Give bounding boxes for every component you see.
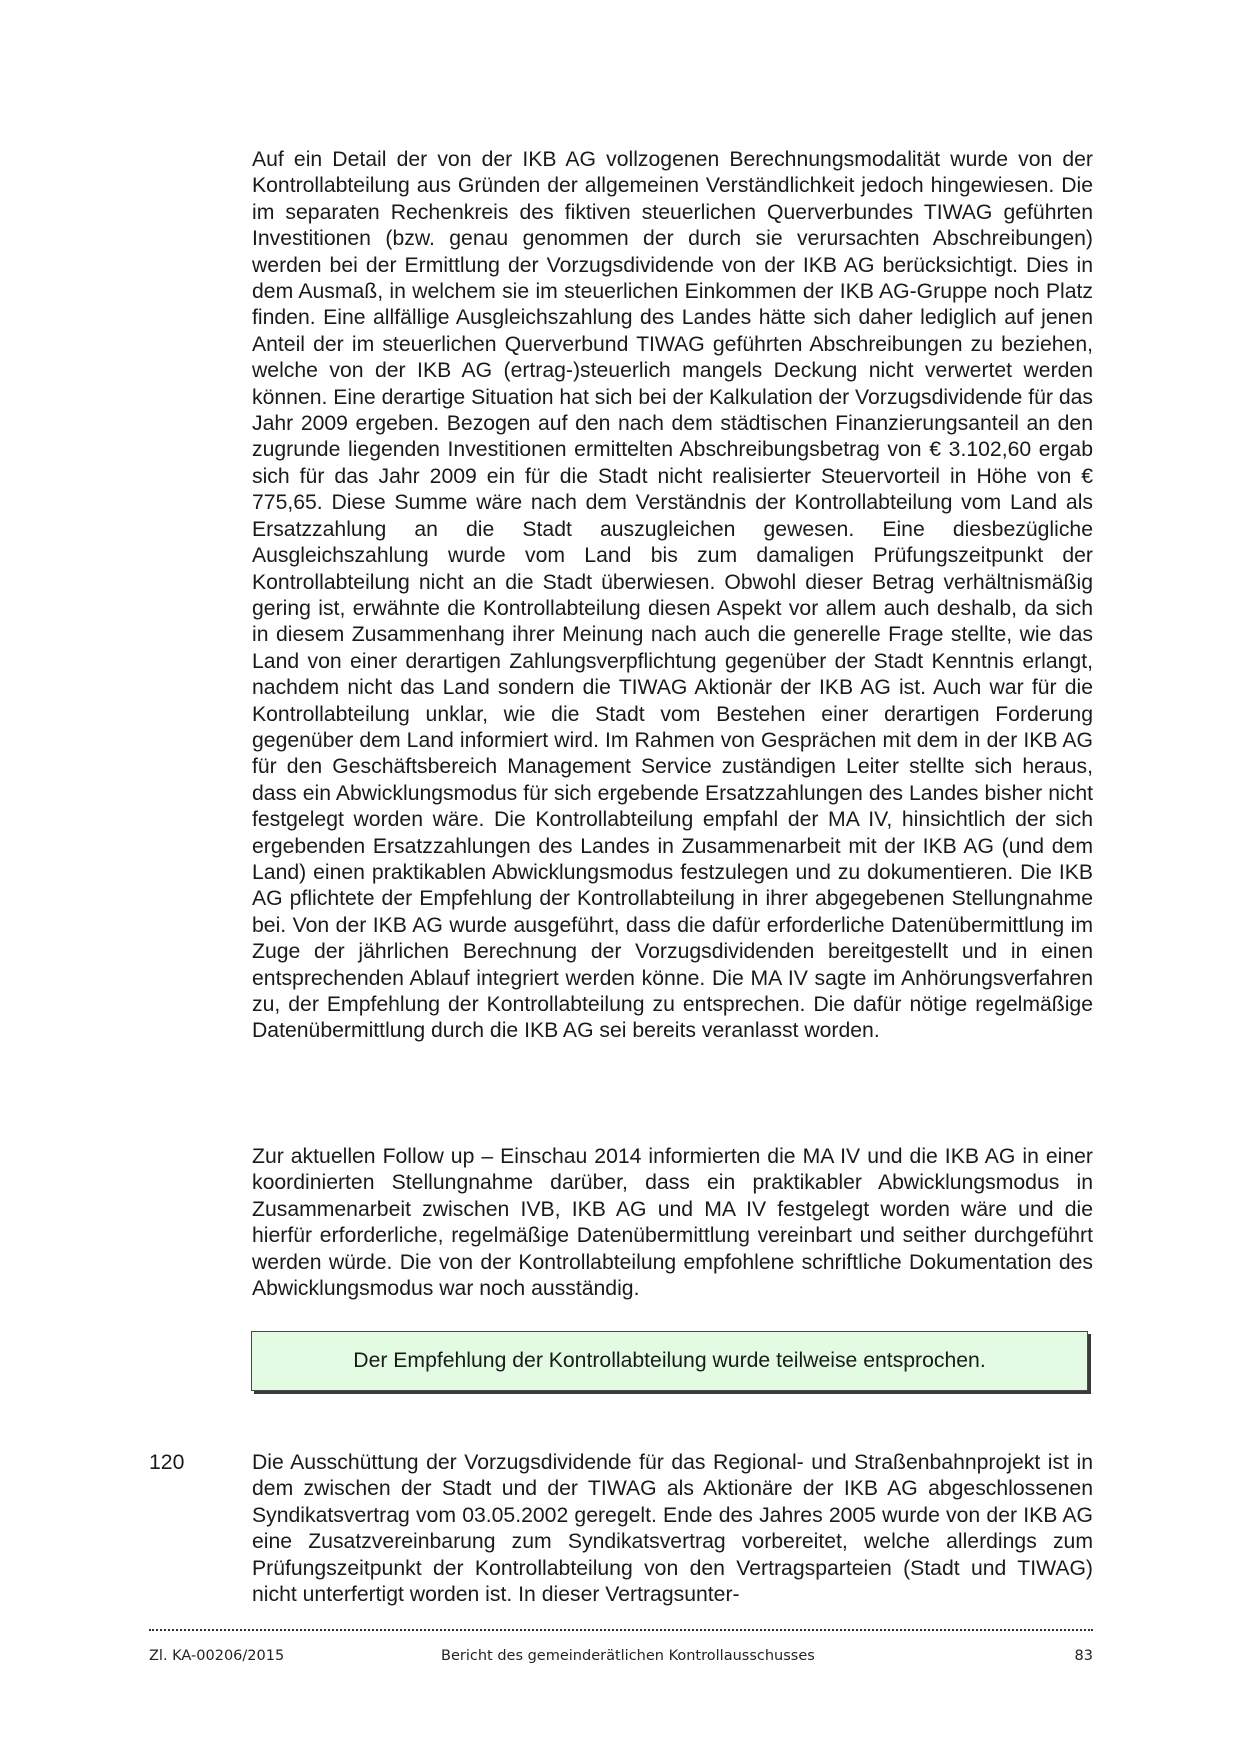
footer-page-number: 83 [1074,1648,1093,1664]
item-number: 120 [149,1451,185,1474]
item-paragraph: Die Ausschüttung der Vorzugsdividende für das Regional- und Straßenbahnprojekt ist in dem zwischen der Stadt und der TIWAG als Aktionäre der IKB AG abgeschlossenen Syndikatsvertrag vom 03.05.2002 geregelt. Ende des Jahres 2005 wurde von der IKB AG eine Zusatzvereinbarung zum Syndikatsvertrag vorbereitet, welche allerdings zum Prüfungszeitpunkt der Kontrollabteilung von den Vertragsparteien (Stadt und TIWAG) nicht unterfertigt worden ist. In dieser Vertragsunter- [252,1451,1093,1607]
footer-title: Bericht des gemeinderätlichen Kontrollausschusses [441,1648,815,1664]
footer-divider [149,1629,1093,1631]
recommendation-result-text: Der Empfehlung der Kontrollabteilung wurde teilweise entsprochen. [353,1349,986,1372]
body-paragraph-1: Auf ein Detail der von der IKB AG vollzogenen Berechnungsmodalität wurde von der Kontrollabteilung aus Gründen der allgemeinen Verständlichkeit jedoch hingewiesen. Die im separaten Rechenkreis des fiktiven steuerlichen Querverbundes TIWAG geführten Investitionen (bzw. genau genommen der durch sie verursachten Abschreibungen) werden bei der Ermittlung der Vorzugsdividende von der IKB AG berücksichtigt. Dies in dem Ausmaß, in welchem sie im steuerlichen Einkommen der IKB AG-Gruppe noch Platz finden. Eine allfällige Ausgleichszahlung des Landes hätte sich daher lediglich auf jenen Anteil der im steuerlichen Querverbund TIWAG geführten Abschreibungen zu beziehen, welche von der IKB AG (ertrag-)steuerlich mangels Deckung nicht verwertet werden können. Eine derartige Situation hat sich bei der Kalkulation der Vorzugsdividende für das Jahr 2009 ergeben. Bezogen auf den nach dem städtischen Finanzierungsanteil an den zugrunde liegenden Investitionen ermittelten Abschreibungsbetrag von € 3.102,60 ergab sich für das Jahr 2009 ein für die Stadt nicht realisierter Steuervorteil in Höhe von € 775,65. Diese Summe wäre nach dem Verständnis der Kontrollabteilung vom Land als Ersatzzahlung an die Stadt auszugleichen gewesen. Eine diesbezügliche Ausgleichszahlung wurde vom Land bis zum damaligen Prüfungszeitpunkt der Kontrollabteilung nicht an die Stadt überwiesen. Obwohl dieser Betrag verhältnismäßig gering ist, erwähnte die Kontrollabteilung diesen Aspekt vor allem auch deshalb, da sich in diesem Zusammenhang ihrer Meinung nach auch die generelle Frage stellte, wie das Land von einer derartigen Zahlungsverpflichtung gegenüber der Stadt Kenntnis erlangt, nachdem nicht das Land sondern die TIWAG Aktionär der IKB AG ist. Auch war für die Kontrollabteilung unklar, wie die Stadt vom Bestehen einer derartigen Forderung gegenüber dem Land informiert wird. Im Rahmen von Gesprächen mit dem in der IKB AG für den Geschäftsbereich Management Service zuständigen Leiter stellte sich heraus, dass ein Abwicklungsmodus für sich ergebende Ersatzzahlungen des Landes bisher nicht festgelegt worden wäre. Die Kontrollabteilung empfahl der MA IV, hinsichtlich der sich ergebenden Ersatzzahlungen des Landes in Zusammenarbeit mit der IKB AG (und dem Land) einen praktikablen Abwicklungsmodus festzulegen und zu dokumentieren. Die IKB AG pflichtete der Empfehlung der Kontrollabteilung in ihrer abgegebenen Stellungnahme bei. Von der IKB AG wurde ausgeführt, dass die dafür erforderliche Datenübermittlung im Zuge der jährlichen Berechnung der Vorzugsdividenden bereitgestellt und in einen entsprechenden Ablauf integriert werden könne. Die MA IV sagte im Anhörungsverfahren zu, der Empfehlung der Kontrollabteilung zu entsprechen. Die dafür nötige regelmäßige Datenübermittlung durch die IKB AG sei bereits veranlasst worden. [252,148,1093,1043]
page-footer [149,1648,1093,1672]
body-paragraph-2: Zur aktuellen Follow up – Einschau 2014 informierten die MA IV und die IKB AG in einer koordinierten Stellungnahme darüber, dass ein praktikabler Abwicklungsmodus in Zusammenarbeit zwischen IVB, IKB AG und MA IV festgelegt worden wäre und die hierfür erforderliche, regelmäßige Datenübermittlung vereinbart und seither durchgeführt werden würde. Die von der Kontrollabteilung empfohlene schriftliche Dokumentation des Abwicklungsmodus war noch ausständig. [252,1145,1093,1301]
footer-reference: Zl. KA-00206/2015 [149,1648,285,1664]
recommendation-result-box [251,1331,1088,1391]
